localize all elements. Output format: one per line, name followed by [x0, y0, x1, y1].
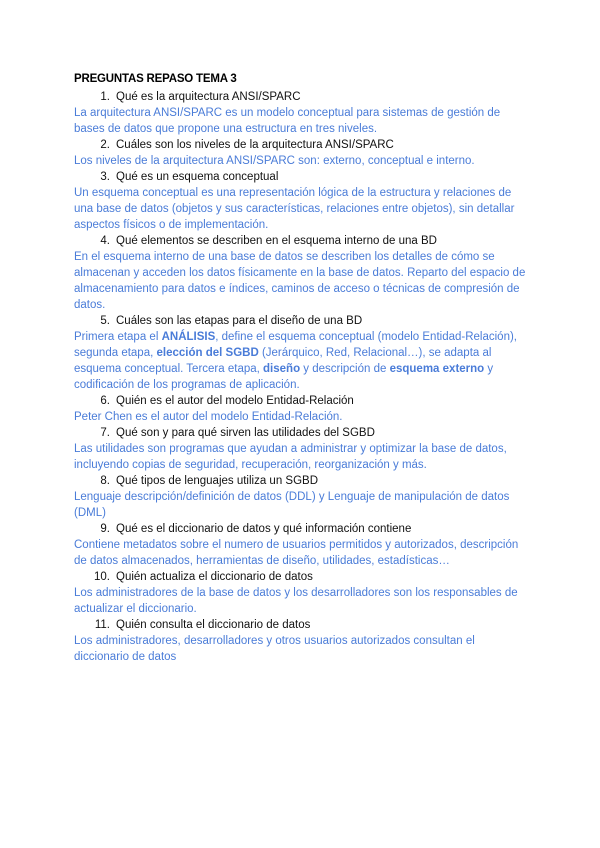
question-2: [74, 137, 526, 153]
question-text: Qué tipos de lenguajes utiliza un SGBD: [116, 475, 319, 487]
question-number: 2.: [100, 139, 110, 151]
question-number: 7.: [100, 427, 110, 439]
answer-3: Un esquema conceptual es una representación lógica de la estructura y relaciones de una base de datos (objetos y sus características, relaciones entre objetos), sin detallar aspectos físicos o de implementación.: [74, 187, 515, 231]
question-3: [74, 169, 526, 185]
answer-10: Los administradores de la base de datos y los desarrolladores son los responsables de actualizar el diccionario.: [74, 587, 518, 615]
question-number: 5.: [100, 315, 110, 327]
answer-text: y codificación de los programas de aplicación.: [74, 363, 494, 391]
question-10: [74, 569, 526, 585]
answer-4: En el esquema interno de una base de datos se describen los detalles de cómo se almacenan y acceden los datos físicamente en la base de datos. Reparto del espacio de almacenamiento para datos e índices, caminos de acceso o técnicas de compresión de datos.: [74, 251, 526, 311]
question-number: 9.: [100, 523, 110, 535]
answer-text: , define el esquema conceptual (modelo Entidad-Relación), segunda etapa,: [74, 331, 517, 359]
answer-9: Contiene metadatos sobre el numero de usuarios permitidos y autorizados, descripción de datos almacenados, herramientas de diseño, utilidades, estadísticas…: [74, 539, 519, 567]
question-number: 1.: [100, 91, 110, 103]
question-number: 4.: [100, 235, 110, 247]
answer-2: Los niveles de la arquitectura ANSI/SPARC son: externo, conceptual e interno.: [74, 155, 475, 167]
question-8: [74, 473, 526, 489]
question-number: 3.: [100, 171, 110, 183]
question-text: Qué es el diccionario de datos y qué información contiene: [116, 523, 412, 535]
question-text: Cuáles son las etapas para el diseño de una BD: [116, 315, 363, 327]
answer-7: Las utilidades son programas que ayudan a administrar y optimizar la base de datos, incluyendo copias de seguridad, recuperación, reorganización y más.: [74, 443, 507, 471]
answer-text: (Jerárquico, Red, Relacional…), se adapta al esquema conceptual. Tercera etapa,: [74, 347, 492, 375]
question-text: Qué es la arquitectura ANSI/SPARC: [116, 91, 301, 103]
question-text: Qué es un esquema conceptual: [116, 171, 279, 183]
bold-term-diseno: diseño: [263, 363, 301, 375]
question-text: Quién es el autor del modelo Entidad-Relación: [116, 395, 354, 407]
bold-term-eleccion-sgbd: elección del SGBD: [156, 347, 259, 359]
question-1: [74, 89, 526, 105]
question-9: [74, 521, 526, 537]
answer-8: Lenguaje descripción/definición de datos (DDL) y Lenguaje de manipulación de datos (DML): [74, 491, 510, 519]
page-title: PREGUNTAS REPASO TEMA 3: [74, 73, 237, 85]
question-text: Quién actualiza el diccionario de datos: [116, 571, 313, 583]
answer-5: [74, 329, 526, 393]
answer-1: La arquitectura ANSI/SPARC es un modelo conceptual para sistemas de gestión de bases de datos que propone una estructura en tres niveles.: [74, 107, 501, 135]
question-text: Cuáles son los niveles de la arquitectura ANSI/SPARC: [116, 139, 394, 151]
question-text: Qué son y para qué sirven las utilidades del SGBD: [116, 427, 375, 439]
question-4: [74, 233, 526, 249]
question-number: 8.: [100, 475, 110, 487]
question-number: 6.: [100, 395, 110, 407]
bold-term-analisis: ANÁLISIS: [161, 331, 216, 343]
question-6: [74, 393, 526, 409]
answer-11: Los administradores, desarrolladores y otros usuarios autorizados consultan el diccionario de datos: [74, 635, 475, 663]
answer-text: Primera etapa el: [74, 331, 162, 343]
question-text: Quién consulta el diccionario de datos: [116, 619, 311, 631]
question-7: [74, 425, 526, 441]
question-text: Qué elementos se describen en el esquema interno de una BD: [116, 235, 437, 247]
question-5: [74, 313, 526, 329]
question-number: 10.: [94, 571, 110, 583]
answer-6: Peter Chen es el autor del modelo Entidad-Relación.: [74, 411, 343, 423]
answer-text: y descripción de: [300, 363, 390, 375]
bold-term-esquema-externo: esquema externo: [389, 363, 485, 375]
question-number: 11.: [94, 619, 110, 631]
document-page: [74, 72, 526, 665]
question-11: [74, 617, 526, 633]
